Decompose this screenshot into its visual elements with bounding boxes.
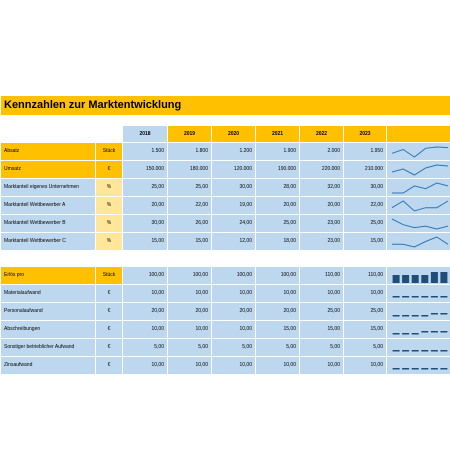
value-cell[interactable]: 1.900 — [256, 143, 300, 161]
value-cell[interactable]: 10,00 — [123, 321, 168, 339]
value-cell[interactable]: 25,00 — [344, 303, 387, 321]
value-cell[interactable]: 23,00 — [300, 215, 344, 233]
sparkline-tick — [440, 368, 447, 370]
sparkline — [390, 268, 450, 284]
value-cell[interactable]: 26,00 — [168, 215, 212, 233]
row-label[interactable]: Umsatz — [1, 161, 96, 179]
sparkline-tick — [431, 313, 438, 315]
data-row — [1, 285, 450, 303]
value-cell[interactable]: 5,00 — [123, 339, 168, 357]
row-label[interactable]: Absatz — [1, 143, 96, 161]
value-cell[interactable]: 120.000 — [212, 161, 256, 179]
title-row — [1, 96, 450, 116]
blank-row — [1, 116, 450, 126]
sparkline-tick — [431, 296, 438, 298]
sparkline-bar — [440, 272, 447, 283]
sparkline-cell[interactable] — [387, 267, 450, 285]
value-cell[interactable]: 10,00 — [300, 285, 344, 303]
sheet-title[interactable]: Kennzahlen zur Marktentwicklung — [1, 96, 450, 116]
year-header-2020[interactable]: 2020 — [212, 126, 256, 143]
data-row — [1, 339, 450, 357]
value-cell[interactable]: 10,00 — [168, 285, 212, 303]
value-cell[interactable]: 30,00 — [212, 179, 256, 197]
sparkline — [390, 358, 450, 374]
row-unit[interactable]: € — [96, 303, 123, 321]
value-cell[interactable]: 20,00 — [168, 303, 212, 321]
year-header-2018[interactable]: 2018 — [123, 126, 168, 143]
sparkline-cell[interactable] — [387, 143, 450, 161]
row-label[interactable]: Zinsaufwand — [1, 357, 96, 375]
value-cell[interactable]: 220.000 — [300, 161, 344, 179]
sparkline-tick — [440, 296, 447, 298]
value-cell[interactable]: 22,00 — [168, 197, 212, 215]
value-cell[interactable]: 1.500 — [123, 143, 168, 161]
sparkline-tick — [431, 331, 438, 333]
data-row — [1, 303, 450, 321]
value-cell[interactable]: 1.200 — [212, 143, 256, 161]
sparkline-tick — [421, 331, 428, 333]
sparkline-cell[interactable] — [387, 179, 450, 197]
sparkline-tick — [402, 315, 409, 317]
value-cell[interactable]: 18,00 — [256, 233, 300, 251]
data-row — [1, 161, 450, 179]
row-unit[interactable]: % — [96, 233, 123, 251]
row-label[interactable]: Marktanteil Wettbewerber B — [1, 215, 96, 233]
row-unit[interactable]: € — [96, 339, 123, 357]
data-row — [1, 215, 450, 233]
row-unit[interactable]: % — [96, 197, 123, 215]
sparkline-tick — [431, 350, 438, 352]
row-unit[interactable]: Stück — [96, 143, 123, 161]
sparkline-tick — [431, 368, 438, 370]
sparkline-tick — [402, 368, 409, 370]
value-cell[interactable]: 10,00 — [212, 357, 256, 375]
value-cell[interactable]: 10,00 — [344, 357, 387, 375]
sparkline-path — [392, 147, 448, 157]
value-cell[interactable]: 5,00 — [256, 339, 300, 357]
sparkline-path — [392, 201, 448, 211]
sparkline-bar — [402, 275, 409, 283]
sparkline — [390, 162, 450, 178]
value-cell[interactable]: 10,00 — [256, 357, 300, 375]
row-unit[interactable]: € — [96, 321, 123, 339]
value-cell[interactable]: 15,00 — [168, 233, 212, 251]
sparkline-tick — [421, 315, 428, 317]
value-cell[interactable]: 25,00 — [256, 215, 300, 233]
sparkline-bar — [421, 275, 428, 283]
sparkline-tick — [402, 333, 409, 335]
data-row — [1, 179, 450, 197]
value-cell[interactable]: 10,00 — [123, 285, 168, 303]
value-cell[interactable]: 110,00 — [344, 267, 387, 285]
sparkline — [390, 322, 450, 338]
year-header-2023[interactable]: 2023 — [344, 126, 387, 143]
sparkline — [390, 286, 450, 302]
value-cell[interactable]: 100,00 — [256, 267, 300, 285]
row-label[interactable]: Personalaufwand — [1, 303, 96, 321]
sparkline-tick — [393, 333, 400, 335]
sparkline — [390, 180, 450, 196]
value-cell[interactable]: 12,00 — [212, 233, 256, 251]
blank-cell[interactable] — [1, 116, 450, 126]
row-label[interactable]: Materialaufwand — [1, 285, 96, 303]
value-cell[interactable]: 20,00 — [256, 303, 300, 321]
sparkline-tick — [440, 331, 447, 333]
sparkline-path — [392, 237, 448, 247]
header-blank-unit[interactable] — [96, 126, 123, 143]
row-label[interactable]: Abschreibungen — [1, 321, 96, 339]
sparkline-tick — [440, 313, 447, 315]
year-header-2021[interactable]: 2021 — [256, 126, 300, 143]
data-row — [1, 233, 450, 251]
row-label[interactable]: Marktanteil Wettbewerber A — [1, 197, 96, 215]
sparkline-cell[interactable] — [387, 339, 450, 357]
value-cell[interactable]: 22,00 — [344, 197, 387, 215]
value-cell[interactable]: 10,00 — [168, 321, 212, 339]
value-cell[interactable]: 10,00 — [256, 285, 300, 303]
value-cell[interactable]: 25,00 — [344, 215, 387, 233]
row-label[interactable]: Marktanteil eigenes Unternehmen — [1, 179, 96, 197]
value-cell[interactable]: 10,00 — [300, 357, 344, 375]
sparkline-tick — [393, 315, 400, 317]
value-cell[interactable]: 110,00 — [300, 267, 344, 285]
row-label[interactable]: Sonstiger betrieblicher Aufwand — [1, 339, 96, 357]
row-unit[interactable]: % — [96, 215, 123, 233]
value-cell[interactable]: 10,00 — [212, 321, 256, 339]
sparkline-cell[interactable] — [387, 321, 450, 339]
value-cell[interactable]: 5,00 — [168, 339, 212, 357]
row-label[interactable]: Erlös pro — [1, 267, 96, 285]
row-unit[interactable]: € — [96, 285, 123, 303]
value-cell[interactable]: 100,00 — [123, 267, 168, 285]
value-cell[interactable]: 210.000 — [344, 161, 387, 179]
sparkline-cell[interactable] — [387, 197, 450, 215]
sparkline — [390, 234, 450, 250]
value-cell[interactable]: 2.000 — [300, 143, 344, 161]
row-unit[interactable]: % — [96, 179, 123, 197]
value-cell[interactable]: 5,00 — [300, 339, 344, 357]
sparkline-cell[interactable] — [387, 215, 450, 233]
sparkline-tick — [402, 350, 409, 352]
sparkline-tick — [421, 296, 428, 298]
sparkline-path — [392, 165, 448, 175]
value-cell[interactable]: 20,00 — [123, 197, 168, 215]
sparkline-bar — [393, 275, 400, 283]
value-cell[interactable]: 28,00 — [256, 179, 300, 197]
value-cell[interactable]: 1.800 — [168, 143, 212, 161]
spreadsheet — [0, 95, 450, 375]
sparkline — [390, 340, 450, 356]
sparkline-tick — [393, 296, 400, 298]
header-blank-chart[interactable] — [387, 126, 450, 143]
sparkline-cell[interactable] — [387, 357, 450, 375]
sparkline-cell[interactable] — [387, 161, 450, 179]
sparkline — [390, 198, 450, 214]
value-cell[interactable]: 10,00 — [344, 285, 387, 303]
sparkline-tick — [393, 368, 400, 370]
sparkline — [390, 144, 450, 160]
value-cell[interactable]: 20,00 — [256, 197, 300, 215]
sparkline-path — [392, 183, 448, 193]
value-cell[interactable]: 20,00 — [123, 303, 168, 321]
value-cell[interactable]: 10,00 — [123, 357, 168, 375]
value-cell[interactable]: 30,00 — [123, 215, 168, 233]
sparkline — [390, 304, 450, 320]
sparkline-tick — [421, 350, 428, 352]
value-cell[interactable]: 20,00 — [212, 303, 256, 321]
value-cell[interactable]: 5,00 — [344, 339, 387, 357]
sparkline-bar — [412, 275, 419, 283]
sparkline-tick — [421, 368, 428, 370]
sparkline-bar — [431, 272, 438, 283]
value-cell[interactable]: 25,00 — [300, 303, 344, 321]
row-unit[interactable]: € — [96, 161, 123, 179]
value-cell[interactable]: 15,00 — [123, 233, 168, 251]
sparkline — [390, 216, 450, 232]
sparkline-tick — [412, 368, 419, 370]
sparkline-tick — [440, 350, 447, 352]
sparkline-tick — [393, 350, 400, 352]
year-header-2022[interactable]: 2022 — [300, 126, 344, 143]
sparkline-tick — [402, 296, 409, 298]
sparkline-tick — [412, 333, 419, 335]
data-row — [1, 321, 450, 339]
data-row — [1, 267, 450, 285]
year-header-row — [1, 126, 450, 143]
value-cell[interactable]: 24,00 — [212, 215, 256, 233]
row-unit[interactable]: € — [96, 357, 123, 375]
value-cell[interactable]: 20,00 — [300, 197, 344, 215]
value-cell[interactable]: 100,00 — [212, 267, 256, 285]
value-cell[interactable]: 15,00 — [344, 321, 387, 339]
value-cell[interactable]: 100,00 — [168, 267, 212, 285]
value-cell[interactable]: 5,00 — [212, 339, 256, 357]
sparkline-cell[interactable] — [387, 303, 450, 321]
value-cell[interactable]: 10,00 — [168, 357, 212, 375]
sparkline-cell[interactable] — [387, 233, 450, 251]
value-cell[interactable]: 180.000 — [168, 161, 212, 179]
data-row — [1, 197, 450, 215]
value-cell[interactable]: 30,00 — [344, 179, 387, 197]
row-unit[interactable]: Stück — [96, 267, 123, 285]
value-cell[interactable]: 19,00 — [212, 197, 256, 215]
value-cell[interactable]: 15,00 — [300, 321, 344, 339]
separator-row — [1, 251, 450, 267]
value-cell[interactable]: 25,00 — [123, 179, 168, 197]
value-cell[interactable]: 15,00 — [344, 233, 387, 251]
data-row — [1, 143, 450, 161]
value-cell[interactable]: 15,00 — [256, 321, 300, 339]
value-cell[interactable]: 23,00 — [300, 233, 344, 251]
sparkline-tick — [412, 315, 419, 317]
sparkline-tick — [412, 350, 419, 352]
value-cell[interactable]: 190.000 — [256, 161, 300, 179]
sparkline-tick — [412, 296, 419, 298]
value-cell[interactable]: 32,00 — [300, 179, 344, 197]
year-header-2019[interactable]: 2019 — [168, 126, 212, 143]
value-cell[interactable]: 150.000 — [123, 161, 168, 179]
header-blank-label[interactable] — [1, 126, 96, 143]
separator-cell[interactable] — [1, 251, 450, 267]
row-label[interactable]: Marktanteil Wettbewerber C — [1, 233, 96, 251]
sparkline-path — [392, 219, 448, 229]
value-cell[interactable]: 25,00 — [168, 179, 212, 197]
value-cell[interactable]: 10,00 — [212, 285, 256, 303]
sparkline-cell[interactable] — [387, 285, 450, 303]
value-cell[interactable]: 1.950 — [344, 143, 387, 161]
data-row — [1, 357, 450, 375]
